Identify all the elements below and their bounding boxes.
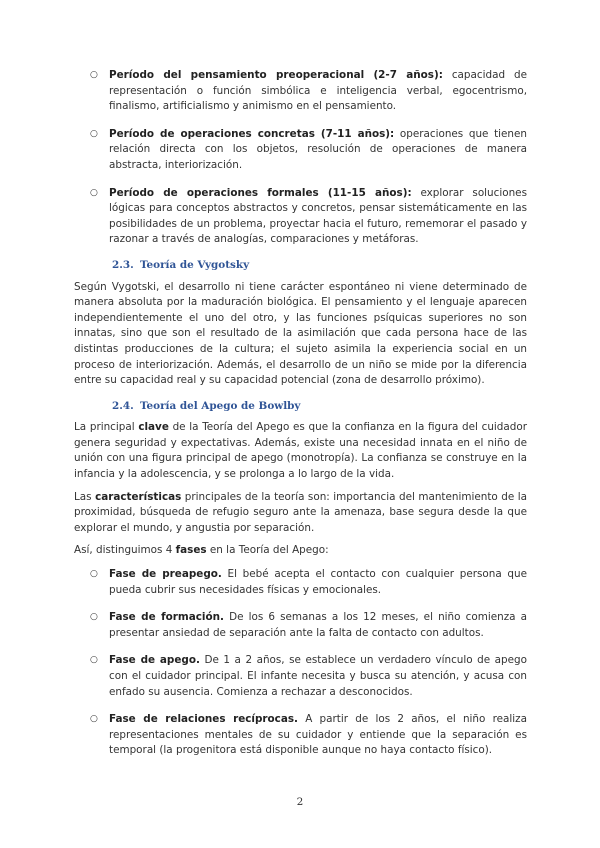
section-heading-vygotsky <box>74 258 527 274</box>
circle-bullet-icon: ○ <box>90 714 98 725</box>
bold-term: fases <box>175 544 207 557</box>
text-run: de la Teoría del Apego es que la confianza en la figura del cuidador genera seguridad y expectativas. Además, existe una necesidad innata en el niño de unión con una figura principal de apego (monotropía). La confianza se construye en la infancia y la adolescencia, y se prolonga a lo largo de la vida. <box>74 421 527 481</box>
bowlby-paragraph-3 <box>74 543 527 559</box>
section-number: 2.4. <box>112 399 134 412</box>
circle-bullet-icon: ○ <box>90 569 98 580</box>
list-item-text: explorar soluciones lógicas para conceptos abstractos y concretos, pensar sistemáticamente en las posibilidades de un problema, proyectar hacia el futuro, rememorar el pasado y razonar a través de analogías, comparaciones y metáforas. <box>109 186 527 246</box>
piaget-periods-list <box>74 68 527 248</box>
section-number: 2.3. <box>112 258 134 271</box>
list-item-term: Fase de apego. <box>109 654 200 667</box>
section-heading-bowlby <box>74 399 527 415</box>
list-item-term: Período de operaciones formales (11-15 años): <box>109 186 412 199</box>
text-run: en la Teoría del Apego: <box>206 544 329 557</box>
text-run: Las <box>74 490 96 503</box>
circle-bullet-icon: ○ <box>90 612 98 623</box>
list-item-term: Fase de formación. <box>109 611 224 624</box>
list-item-text: capacidad de representación o función simbólica e inteligencia verbal, egocentrismo, finalismo, artificialismo y animismo en el pensamiento. <box>109 69 527 113</box>
list-item <box>74 567 527 598</box>
list-item <box>74 186 527 248</box>
bold-term: clave <box>138 421 169 434</box>
list-item <box>74 653 527 700</box>
text-run: principales de la teoría son: importancia del mantenimiento de la proximidad, búsqueda de refugio seguro ante la amenaza, base segura desde la que explorar el mundo, y angustia por separación. <box>74 490 527 534</box>
section-title: Teoría del Apego de Bowlby <box>140 399 301 412</box>
vygotsky-paragraph: Según Vygotski, el desarrollo ni tiene carácter espontáneo ni viene determinado de manera absoluta por la maduración biológica. El pensamiento y el lenguaje aparecen independientemente el uno del otro, y las funciones psíquicas superiores no son innatas, sino que son el resultado de la asimilación que cada persona hace de las distintas producciones de la cultura; el sujeto asimila la experiencia social en un proceso de interiorización. Además, el desarrollo de un niño se mide por la diferencia entre su capacidad real y su capacidad potencial (zona de desarrollo próximo). <box>74 280 527 387</box>
circle-bullet-icon: ○ <box>90 70 98 80</box>
list-item <box>74 610 527 641</box>
page-number: 2 <box>296 796 304 808</box>
list-item-text: El bebé acepta el contacto con cualquier persona que pueda cubrir sus necesidades físicas y emocionales. <box>109 568 527 596</box>
list-item-term: Fase de relaciones recíprocas. <box>109 713 298 726</box>
list-item <box>74 127 527 174</box>
text-run: Así, distinguimos 4 <box>74 544 176 557</box>
page-content <box>74 68 527 759</box>
list-item-term: Período del pensamiento preoperacional (2-7 años): <box>109 69 443 81</box>
bold-term: características <box>95 490 182 503</box>
list-item-text: A partir de los 2 años, el niño realiza representaciones mentales de su cuidador y entiende que la separación es temporal (la progenitora está disponible aunque no haya contacto físico). <box>109 713 527 757</box>
list-item-text: operaciones que tienen relación directa con los objetos, resolución de operaciones de manera abstracta, interiorización. <box>109 127 528 171</box>
list-item-text: De 1 a 2 años, se establece un verdadero vínculo de apego con el cuidador principal. El infante necesita y busca su atención, y acusa con enfado su ausencia. Comienza a rechazar a desconocidos. <box>109 654 527 698</box>
bowlby-paragraph-2 <box>74 490 527 537</box>
circle-bullet-icon: ○ <box>90 128 98 139</box>
list-item-term: Fase de preapego. <box>109 568 222 581</box>
bowlby-paragraph-1 <box>74 420 527 482</box>
list-item <box>74 712 527 759</box>
list-item <box>74 68 527 115</box>
attachment-phases-list <box>74 567 527 759</box>
text-run: La principal <box>74 421 139 434</box>
list-item-text: De los 6 semanas a los 12 meses, el niño comienza a presentar ansiedad de separación ante la falta de contacto con adultos. <box>109 611 528 639</box>
list-item-term: Período de operaciones concretas (7-11 años): <box>109 127 395 140</box>
circle-bullet-icon: ○ <box>90 187 98 198</box>
circle-bullet-icon: ○ <box>90 655 98 666</box>
section-title: Teoría de Vygotsky <box>140 258 250 271</box>
